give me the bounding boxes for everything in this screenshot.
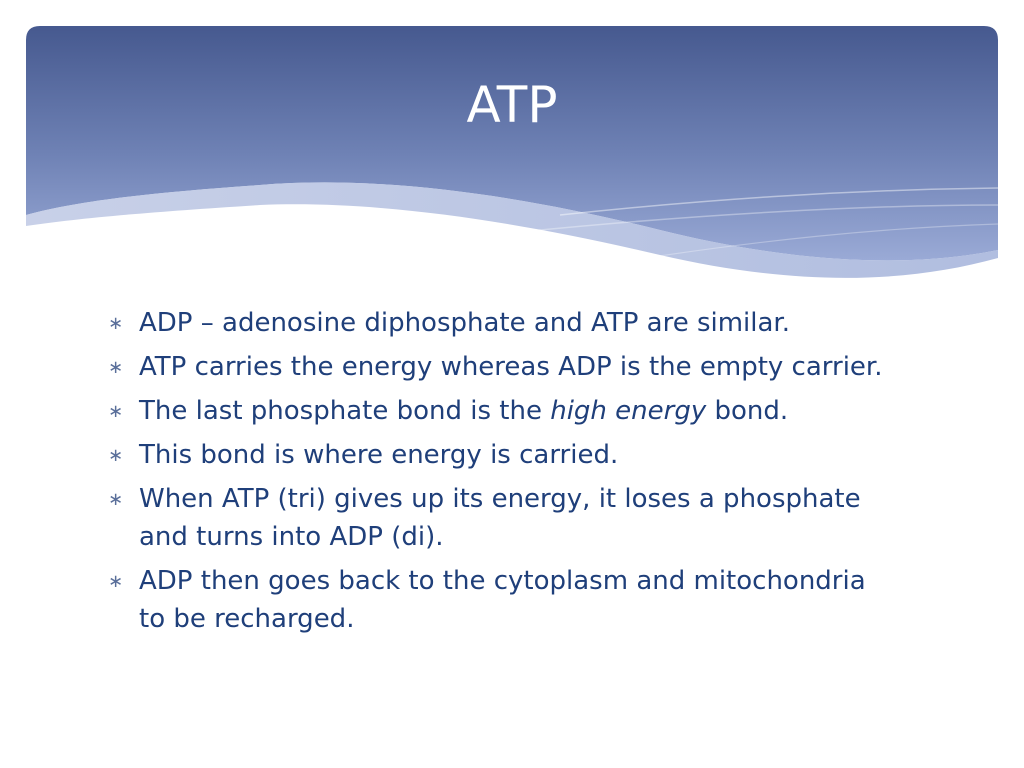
bullet-item bbox=[108, 348, 888, 386]
asterisk-icon: ∗ bbox=[108, 313, 124, 334]
header-banner bbox=[0, 0, 1024, 300]
banner-shape bbox=[26, 26, 998, 260]
asterisk-icon: ∗ bbox=[108, 357, 124, 378]
asterisk-icon: ∗ bbox=[108, 445, 124, 466]
bullet-text: This bond is where energy is carried. bbox=[139, 440, 619, 470]
bullet-item bbox=[108, 304, 888, 342]
bullet-text-pre: The last phosphate bond is the bbox=[139, 396, 551, 426]
asterisk-icon: ∗ bbox=[108, 401, 124, 422]
bullet-text: ADP then goes back to the cytoplasm and mitochondria to be recharged. bbox=[139, 566, 866, 634]
bullet-item bbox=[108, 436, 888, 474]
bullet-text: ATP carries the energy whereas ADP is the empty carrier. bbox=[139, 352, 883, 382]
asterisk-icon: ∗ bbox=[108, 571, 124, 592]
asterisk-icon: ∗ bbox=[108, 489, 124, 510]
bullet-list bbox=[108, 304, 888, 644]
bullet-text bbox=[139, 396, 788, 426]
bullet-text: When ATP (tri) gives up its energy, it loses a phosphate and turns into ADP (di). bbox=[139, 484, 861, 552]
bullet-text-post: bond. bbox=[706, 396, 789, 426]
bullet-text-emphasis: high energy bbox=[550, 396, 707, 426]
bullet-item bbox=[108, 480, 888, 556]
bullet-item bbox=[108, 562, 888, 638]
bullet-item bbox=[108, 392, 888, 430]
bullet-text: ADP – adenosine diphosphate and ATP are similar. bbox=[139, 308, 791, 338]
slide-title: ATP bbox=[466, 76, 558, 134]
